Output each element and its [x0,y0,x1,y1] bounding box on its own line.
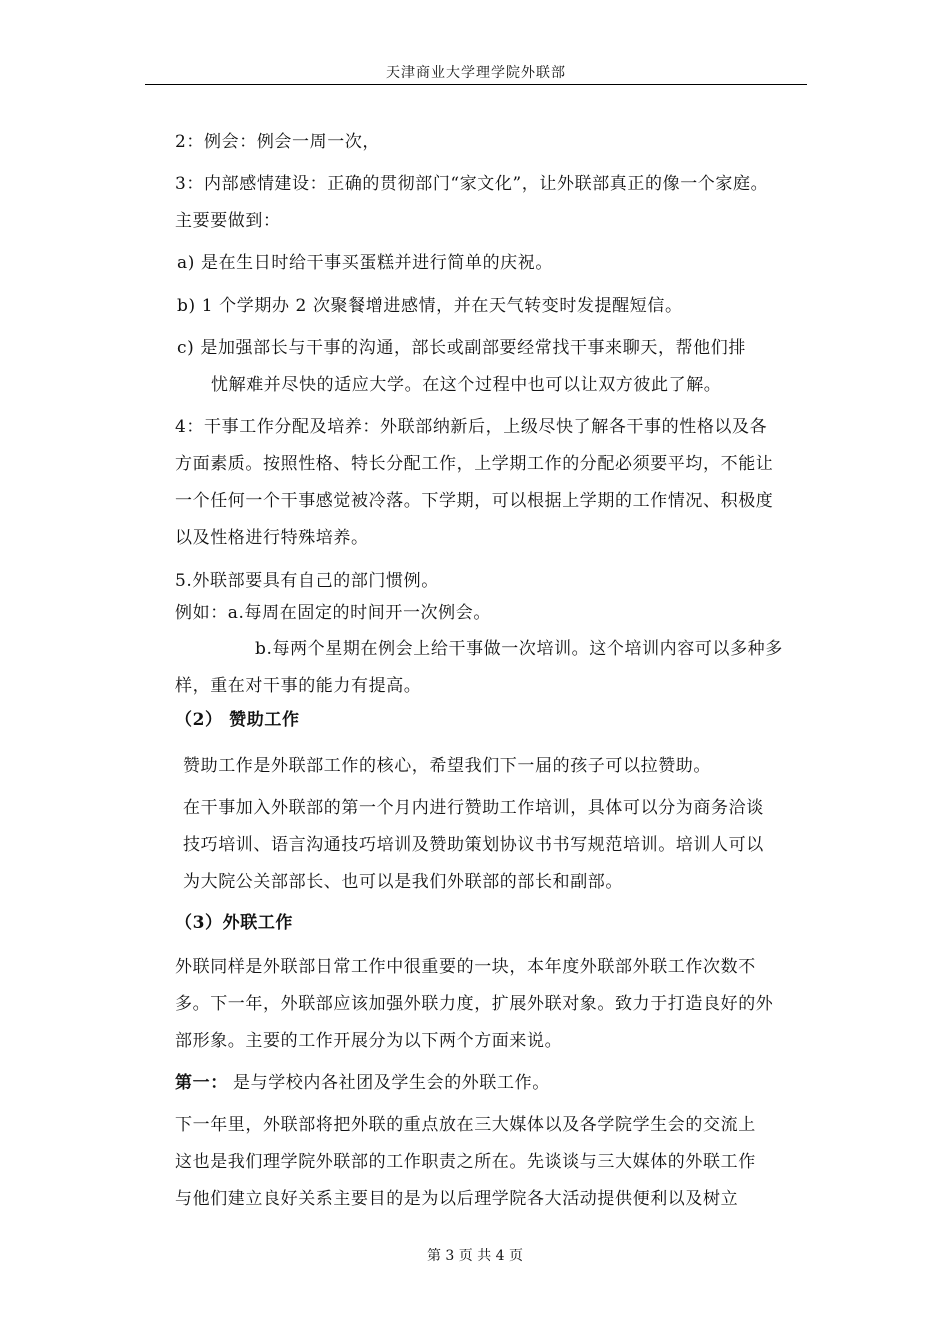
section-heading: （3）外联工作 [175,913,294,933]
page-number: 第 3 页 共 4 页 [426,1248,524,1264]
paragraph-line: 5.外联部要具有自己的部门惯例。 [175,571,439,591]
paragraph-line: 4：干事工作分配及培养：外联部纳新后，上级尽快了解各干事的性格以及各 [175,417,768,437]
paragraph-line: 多。下一年，外联部应该加强外联力度，扩展外联对象。致力于打造良好的外 [175,994,774,1014]
paragraph-line: 3：内部感情建设：正确的贯彻部门“家文化”，让外联部真正的像一个家庭。 [175,174,769,194]
paragraph-line: 下一年里，外联部将把外联的重点放在三大媒体以及各学院学生会的交流上 [175,1115,756,1135]
paragraph-line: 这也是我们理学院外联部的工作职责之所在。先谈谈与三大媒体的外联工作 [175,1152,756,1172]
list-item: b) 1 个学期办 2 次聚餐增进感情，并在天气转变时发提醒短信。 [177,296,683,316]
paragraph-line: 方面素质。按照性格、特长分配工作，上学期工作的分配必须要平均，不能让 [175,454,774,474]
paragraph-line: 样，重在对干事的能力有提高。 [175,676,422,696]
paragraph-line: 赞助工作是外联部工作的核心，希望我们下一届的孩子可以拉赞助。 [183,756,711,776]
paragraph-line: 与他们建立良好关系主要目的是为以后理学院各大活动提供便利以及树立 [175,1189,739,1209]
paragraph-line: 在干事加入外联部的第一个月内进行赞助工作培训，具体可以分为商务洽谈 [183,798,764,818]
paragraph-line: 例如：a.每周在固定的时间开一次例会。 [175,603,491,623]
paragraph-line: 部形象。主要的工作开展分为以下两个方面来说。 [175,1031,563,1051]
paragraph-line: 2：例会：例会一周一次， [175,132,381,152]
header-divider [145,84,807,85]
section-heading: （2） 赞助工作 [175,710,300,730]
paragraph-line: b.每两个星期在例会上给干事做一次培训。这个培训内容可以多种多 [255,639,783,659]
paragraph-line: 技巧培训、语言沟通技巧培训及赞助策划协议书书写规范培训。培训人可以 [183,835,764,855]
paragraph-line: 主要要做到： [175,211,281,231]
paragraph-line: 一个任何一个干事感觉被冷落。下学期，可以根据上学期的工作情况、积极度 [175,491,774,511]
paragraph-line: 是与学校内各社团及学生会的外联工作。 [233,1073,550,1093]
list-item-continuation: 忧解难并尽快的适应大学。在这个过程中也可以让双方彼此了解。 [211,375,722,395]
paragraph-line: 为大院公关部部长、也可以是我们外联部的部长和副部。 [183,872,623,892]
paragraph-line: 以及性格进行特殊培养。 [175,528,369,548]
page-header: 天津商业大学理学院外联部 [386,65,566,81]
list-item: a) 是在生日时给干事买蛋糕并进行简单的庆祝。 [177,253,553,273]
list-item: c) 是加强部长与干事的沟通，部长或副部要经常找干事来聊天，帮他们排 [177,338,746,358]
paragraph-line: 外联同样是外联部日常工作中很重要的一块，本年度外联部外联工作次数不 [175,957,756,977]
subsection-label: 第一： [175,1073,228,1093]
